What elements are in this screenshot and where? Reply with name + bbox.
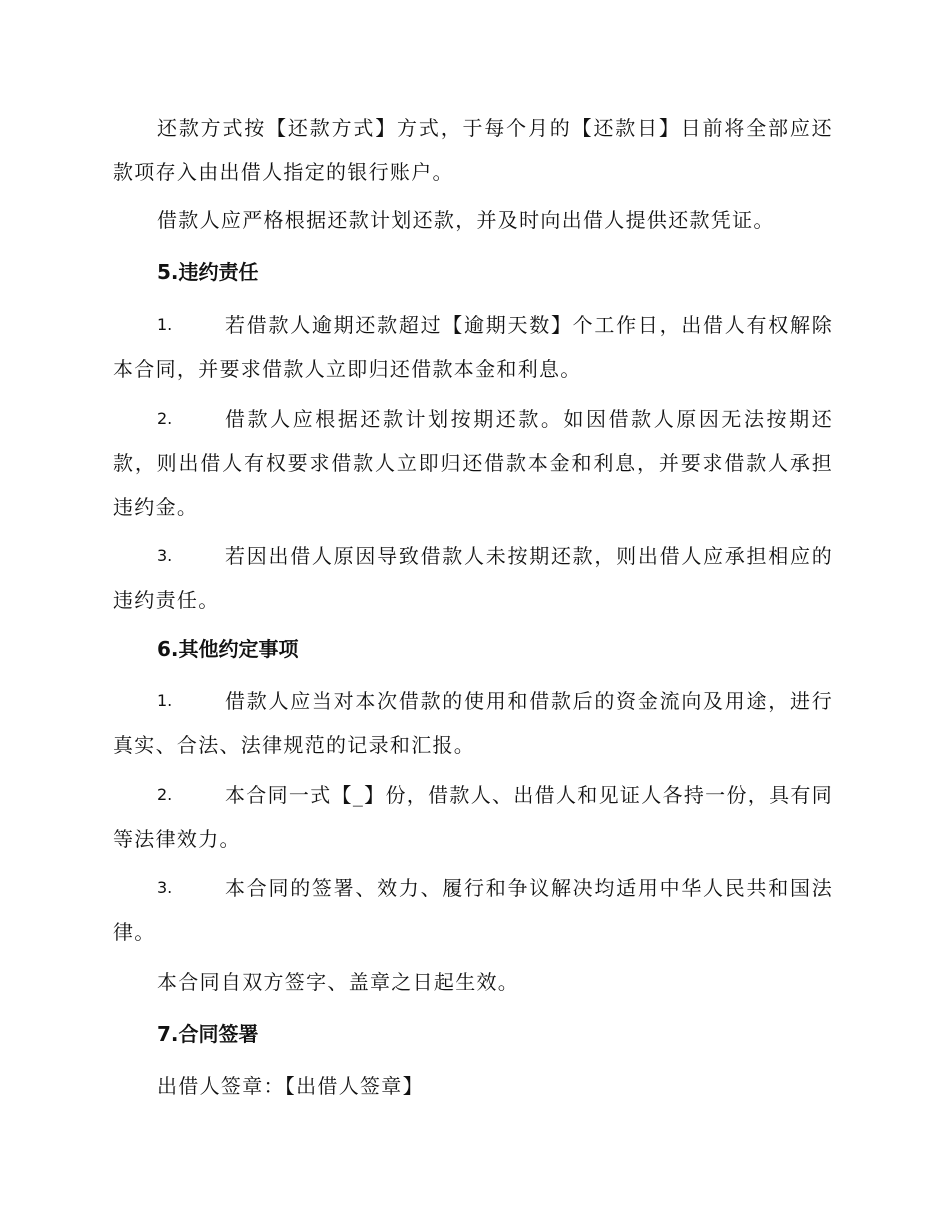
section-6-item-3 bbox=[113, 866, 833, 954]
section-5-item-1 bbox=[113, 303, 833, 391]
repayment-method-paragraph: 还款方式按【还款方式】方式，于每个月的【还款日】日前将全部应还款项存入由出借人指定的银行账户。 bbox=[113, 116, 833, 184]
section-5-item-3 bbox=[113, 534, 833, 622]
repayment-plan-paragraph: 借款人应严格根据还款计划还款，并及时向出借人提供还款凭证。 bbox=[157, 208, 775, 232]
section-6-item-1 bbox=[113, 679, 833, 767]
effective-date-paragraph: 本合同自双方签字、盖章之日起生效。 bbox=[157, 970, 520, 994]
item-text: 若因出借人原因导致借款人未按期还款，则出借人应承担相应的违约责任。 bbox=[113, 544, 833, 612]
lender-signature-line: 出借人签章：【出借人签章】 bbox=[157, 1074, 424, 1098]
section-5-title: 5.违约责任 bbox=[157, 260, 259, 284]
item-text: 若借款人逾期还款超过【逾期天数】个工作日，出借人有权解除本合同，并要求借款人立即归还借款本金和利息。 bbox=[113, 313, 833, 381]
item-number: 3. bbox=[157, 546, 173, 565]
item-number: 1. bbox=[157, 315, 173, 334]
section-5-item-2 bbox=[113, 397, 833, 529]
item-number: 2. bbox=[157, 409, 173, 428]
item-text: 本合同一式【_】份，借款人、出借人和见证人各持一份，具有同等法律效力。 bbox=[113, 783, 833, 851]
item-text: 借款人应根据还款计划按期还款。如因借款人原因无法按期还款，则出借人有权要求借款人立即归还借款本金和利息，并要求借款人承担违约金。 bbox=[113, 407, 833, 519]
item-text: 本合同的签署、效力、履行和争议解决均适用中华人民共和国法律。 bbox=[113, 876, 833, 944]
item-text: 借款人应当对本次借款的使用和借款后的资金流向及用途，进行真实、合法、法律规范的记录和汇报。 bbox=[113, 689, 833, 757]
item-number: 3. bbox=[157, 878, 173, 897]
section-7-title: 7.合同签署 bbox=[157, 1022, 259, 1046]
section-6-item-2 bbox=[113, 773, 833, 861]
section-6-title: 6.其他约定事项 bbox=[157, 637, 299, 661]
item-number: 2. bbox=[157, 785, 173, 804]
item-number: 1. bbox=[157, 691, 173, 710]
